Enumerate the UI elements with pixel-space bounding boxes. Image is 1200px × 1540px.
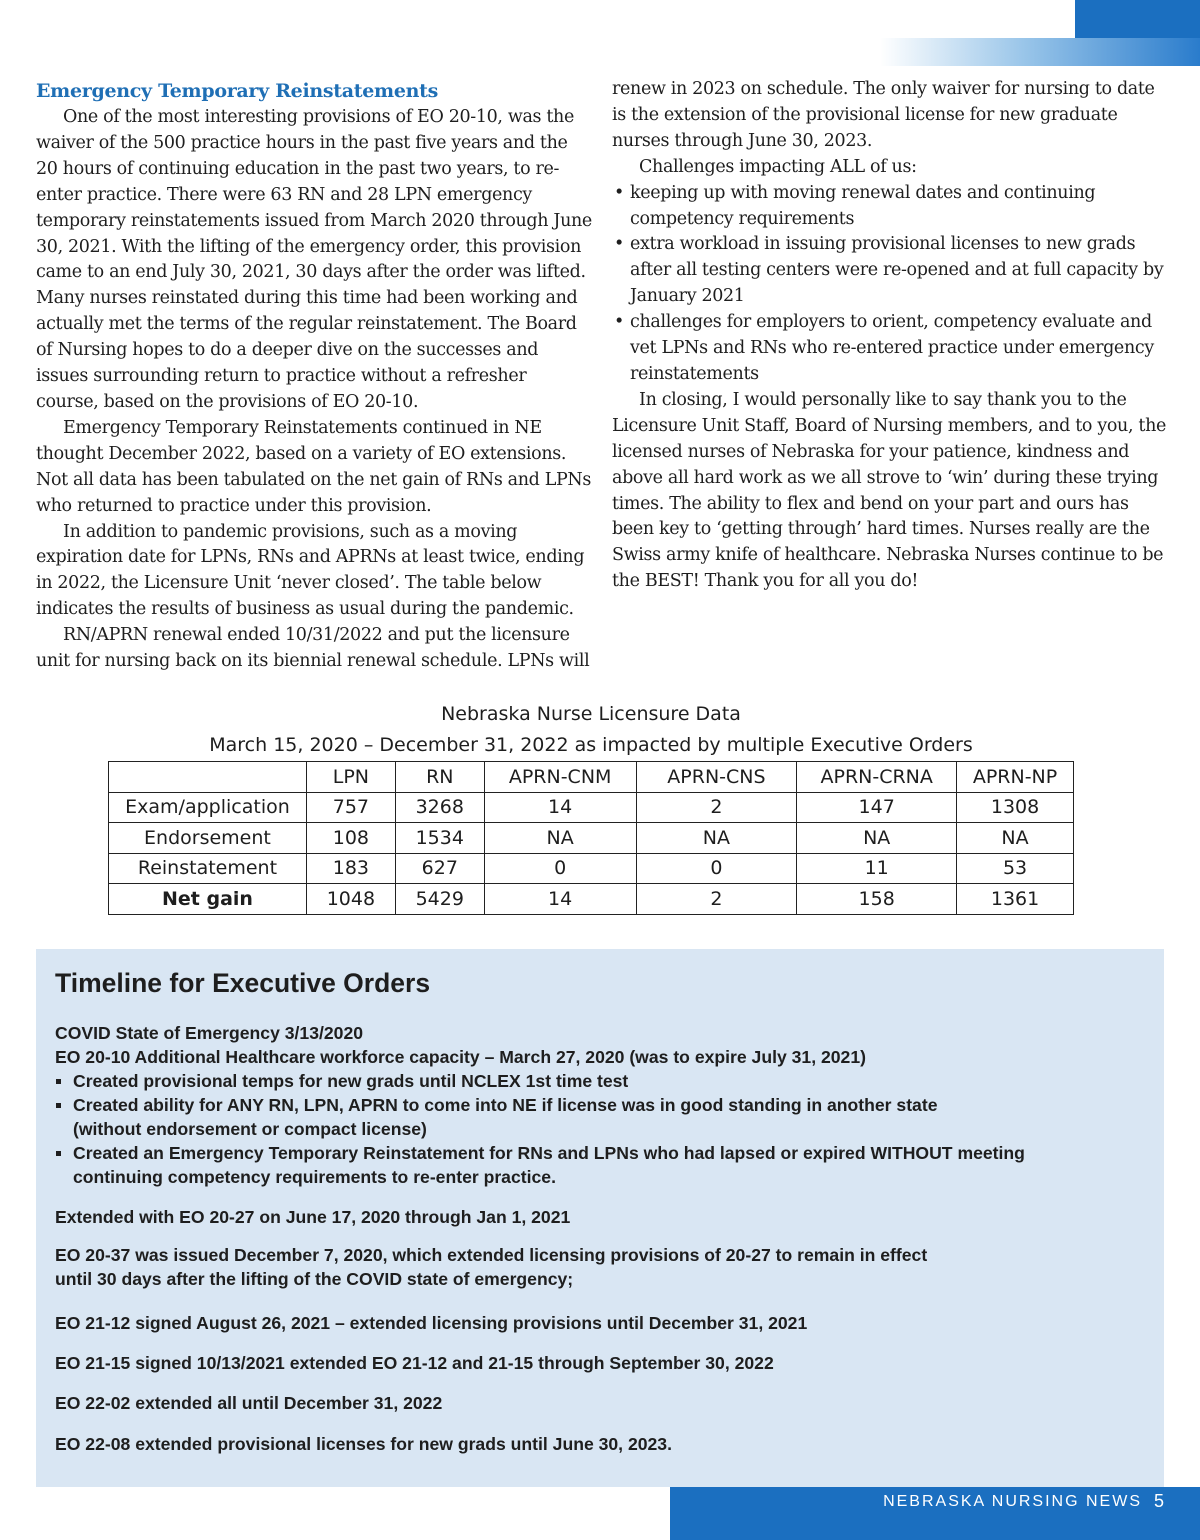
table-header-cell: APRN-NP [957,762,1074,793]
timeline-eo-20-37-continued: until 30 days after the lifting of the COVID state of emergency; [55,1269,574,1289]
table-cell: 3268 [395,792,484,823]
table-cell: 108 [306,823,395,854]
timeline-eo-21-12: EO 21-12 signed August 26, 2021 – extended licensing provisions until December 31, 2021 [55,1313,808,1333]
header-gradient-bar [880,38,1200,66]
timeline-eo-22-02: EO 22-02 extended all until December 31, 2022 [55,1393,443,1413]
table-row [109,853,1074,884]
timeline-eo-20-27: Extended with EO 20-27 on June 17, 2020 through Jan 1, 2021 [55,1207,571,1227]
bullet-marker [56,1103,61,1108]
table-cell: Net gain [109,884,307,915]
list-item: • challenges for employers to orient, competency evaluate and vet LPNs and RNs who re-entered practice under emergency reinstatements [614,312,1154,384]
publication-name: NEBRASKA NURSING NEWS [883,1493,1142,1510]
article-left-column [36,77,592,675]
table-cell: NA [484,823,636,854]
timeline-bullet-2-continued: (without endorsement or compact license) [73,1119,427,1139]
table-header-cell [109,762,307,793]
table-row [109,792,1074,823]
article-paragraph-1: One of the most interesting provisions of EO 20-10, was the waiver of the 500 practice hours in the past five years and the 20 hours of continuing education in the past two years, to re-enter practice. There were 63 RN and 28 LPN emergency temporary reinstatements issued from March 2020 through June 30, 2021. With the lifting of the emergency order, this provision came to an end July 30, 2021, 30 days after the order was lifted. Many nurses reinstated during this time had been working and actually met the terms of the regular reinstatement. The Board of Nursing hopes to do a deeper dive on the successes and issues surrounding return to practice without a refresher course, based on the provisions of EO 20-10. [36,107,592,412]
table-header-row [109,762,1074,793]
table-cell: 757 [306,792,395,823]
article-continuation: renew in 2023 on schedule. The only waiver for nursing to date is the extension of the provisional license for new graduate nurses through June 30, 2023. [612,79,1155,151]
article-paragraph-4: RN/APRN renewal ended 10/31/2022 and put the licensure unit for nursing back on its biennial renewal schedule. LPNs will [36,625,590,672]
table-header-cell: LPN [306,762,395,793]
article-title: Emergency Temporary Reinstatements [36,80,439,102]
table-cell: 183 [306,853,395,884]
table-cell: NA [797,823,957,854]
article-paragraph-2: Emergency Temporary Reinstatements continued in NE thought December 2022, based on a variety of EO extensions. Not all data has been tabulated on the net gain of RNs and LPNs who returned to practice under this provision. [36,417,592,516]
bullet-marker: • [614,234,624,255]
bullet-marker: • [614,182,624,203]
table-cell: 2 [636,884,797,915]
table-cell: 627 [395,853,484,884]
page-number: 5 [1153,1491,1164,1511]
table-header-cell: APRN-CNM [484,762,636,793]
bullet-marker [56,1079,61,1084]
table-cell: 0 [636,853,797,884]
table-header-cell: RN [395,762,484,793]
timeline-box: Timeline for Executive Orders COVID State of Emergency 3/13/2020 EO 20-10 Additional Healthcare workforce capacity – March 27, 2020 (was to expire July 31, 2021) Created provisional temps for new grads until NCLEX 1st time test Created ability for ANY RN, LPN, APRN to come into NE if license was in good standing in another state (without endorsement or compact license) Created an Emergency Temporary Reinstatement for RNs and LPNs who had lapsed or expired WITHOUT meeting continuing competency requirements to re-enter practice. Extended with EO 20-27 on June 17, 2020 through Jan 1, 2021 EO 20-37 was issued December 7, 2020, which extended licensing provisions of 20-27 to remain in effect until 30 days after the lifting of the COVID state of emergency; EO 21-12 signed August 26, 2021 – extended licensing provisions until December 31, 2021 EO 21-15 signed 10/13/2021 extended EO 21-12 and 21-15 through September 30, 2022 EO 22-02 extended all until December 31, 2022 EO 22-08 extended provisional licenses for new grads until June 30, 2023. [36,949,1164,1487]
table-cell: 147 [797,792,957,823]
challenges-intro: Challenges impacting ALL of us: [639,156,917,177]
article-right-column [612,77,1172,595]
timeline-eo-20-10: EO 20-10 Additional Healthcare workforce capacity – March 27, 2020 (was to expire July 31, 2021) [55,1047,866,1067]
list-item: • extra workload in issuing provisional licenses to new grads after all testing centers were re-opened and at full capacity by January 2021 [614,234,1164,307]
table-cell: NA [636,823,797,854]
page-footer [670,1487,1200,1540]
table-cell: Exam/application [109,792,307,823]
timeline-title: Timeline for Executive Orders [55,968,431,998]
table-cell: 158 [797,884,957,915]
table-cell: 11 [797,853,957,884]
list-item: • keeping up with moving renewal dates and continuing competency requirements [614,182,1096,229]
table-cell: 53 [957,853,1074,884]
table-cell: Endorsement [109,823,307,854]
table-cell: 1534 [395,823,484,854]
challenges-list [612,181,1172,388]
bullet-marker: • [614,312,624,333]
table-caption-subtitle: March 15, 2020 – December 31, 2022 as impacted by multiple Executive Orders [209,734,973,756]
timeline-eo-21-15: EO 21-15 signed 10/13/2021 extended EO 21-12 and 21-15 through September 30, 2022 [55,1353,774,1373]
table-cell: 14 [484,884,636,915]
table-row [109,823,1074,854]
table-cell: 2 [636,792,797,823]
timeline-eo-22-08: EO 22-08 extended provisional licenses for new grads until June 30, 2023. [55,1434,672,1454]
header-color-block [1075,0,1200,38]
table-cell: NA [957,823,1074,854]
licensure-data-table [108,761,1074,915]
table-caption-title: Nebraska Nurse Licensure Data [441,703,741,725]
table-header-cell: APRN-CRNA [797,762,957,793]
table-cell: 1308 [957,792,1074,823]
table-cell: 0 [484,853,636,884]
table-cell: 5429 [395,884,484,915]
timeline-covid: COVID State of Emergency 3/13/2020 [55,1023,364,1043]
table-cell: 14 [484,792,636,823]
article-paragraph-3: In addition to pandemic provisions, such as a moving expiration date for LPNs, RNs and APRNs at least twice, ending in 2022, the Licensure Unit ‘never closed’. The table below indicates the results of business as usual during the pandemic. [36,521,585,620]
timeline-eo-20-37: EO 20-37 was issued December 7, 2020, which extended licensing provisions of 20-27 to remain in effect [55,1245,928,1265]
table-cell: Reinstatement [109,853,307,884]
table-cell: 1361 [957,884,1074,915]
closing-paragraph: In closing, I would personally like to say thank you to the Licensure Unit Staff, Board of Nursing members, and to you, the licensed nurses of Nebraska for your patience, kindness and above all hard work as we all strove to ‘win’ during these trying times. The ability to flex and bend on your part and ours has been key to ‘getting through’ hard times. Nurses really are the Swiss army knife of healthcare. Nebraska Nurses continue to be the BEST! Thank you for all you do! [612,389,1167,592]
timeline-bullet-3-continued: continuing competency requirements to re-enter practice. [73,1167,556,1187]
bullet-marker [56,1151,61,1156]
table-cell: 1048 [306,884,395,915]
table-row-total [109,884,1074,915]
table-header-cell: APRN-CNS [636,762,797,793]
